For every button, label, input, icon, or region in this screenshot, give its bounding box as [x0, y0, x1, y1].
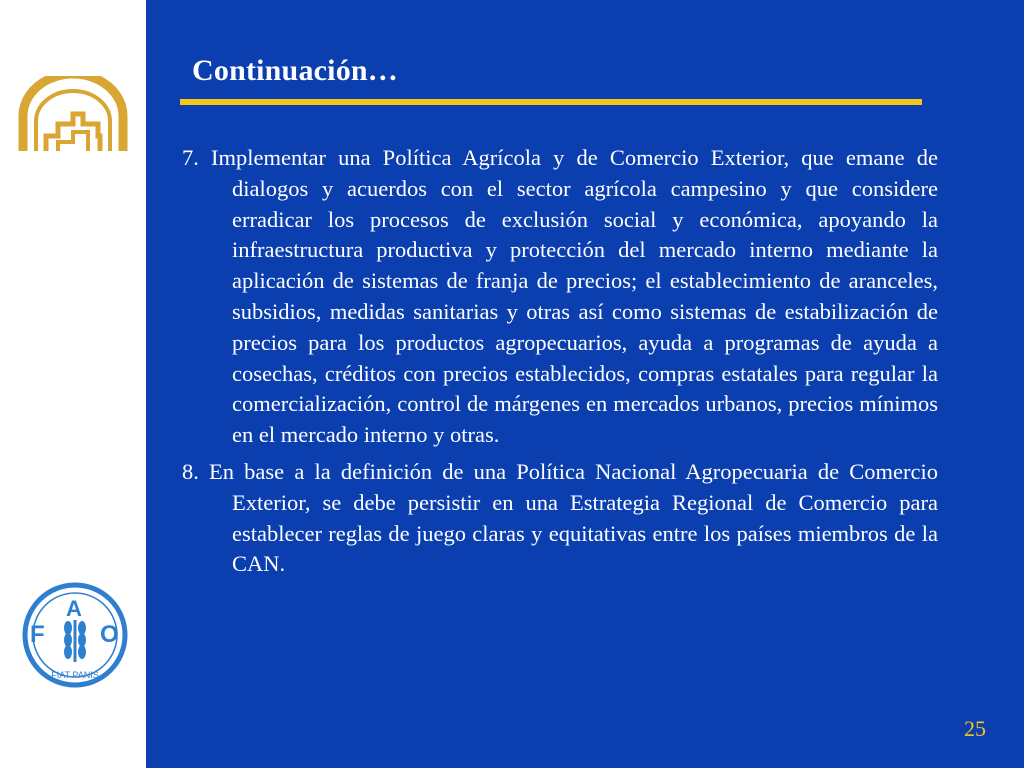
- fao-letter-o: O: [100, 621, 119, 648]
- slide-content: [182, 143, 938, 586]
- fao-motto: FIAT PANIS: [51, 670, 99, 680]
- left-sidebar: [0, 0, 146, 768]
- list-item-7: 7. Implementar una Política Agrícola y de Comercio Exterior, que emane de dialogos y acuerdos con el sector agrícola campesino y que considere erradicar los procesos de exclusión social y económica, apoyando la infraestructura productiva y protección del mercado interno mediante la aplicación de sistemas de franja de precios; el establecimiento de aranceles, subsidios, medidas sanitarias y otras así como sistemas de estabilización de precios para los productos agropecuarios, ayuda a programas de ayuda a cosechas, créditos con precios establecidos, compras estatales para regular la comercialización, control de márgenes en mercados urbanos, precios mínimos en el mercado interno y otras.: [182, 145, 938, 448]
- list-item-8: 8. En base a la definición de una Política Nacional Agropecuaria de Comercio Exterior, se debe persistir en una Estrategia Regional de Comercio para establecer reglas de juego claras y equitativas entre los países miembros de la CAN.: [182, 458, 938, 577]
- can-logo: [18, 76, 128, 156]
- fao-logo: [20, 580, 130, 690]
- fao-letter-f: F: [30, 621, 45, 648]
- title-underline: [180, 99, 922, 105]
- slide-title: Continuación…: [192, 54, 398, 87]
- fao-letter-a: A: [66, 596, 82, 621]
- page-number: 25: [964, 716, 986, 741]
